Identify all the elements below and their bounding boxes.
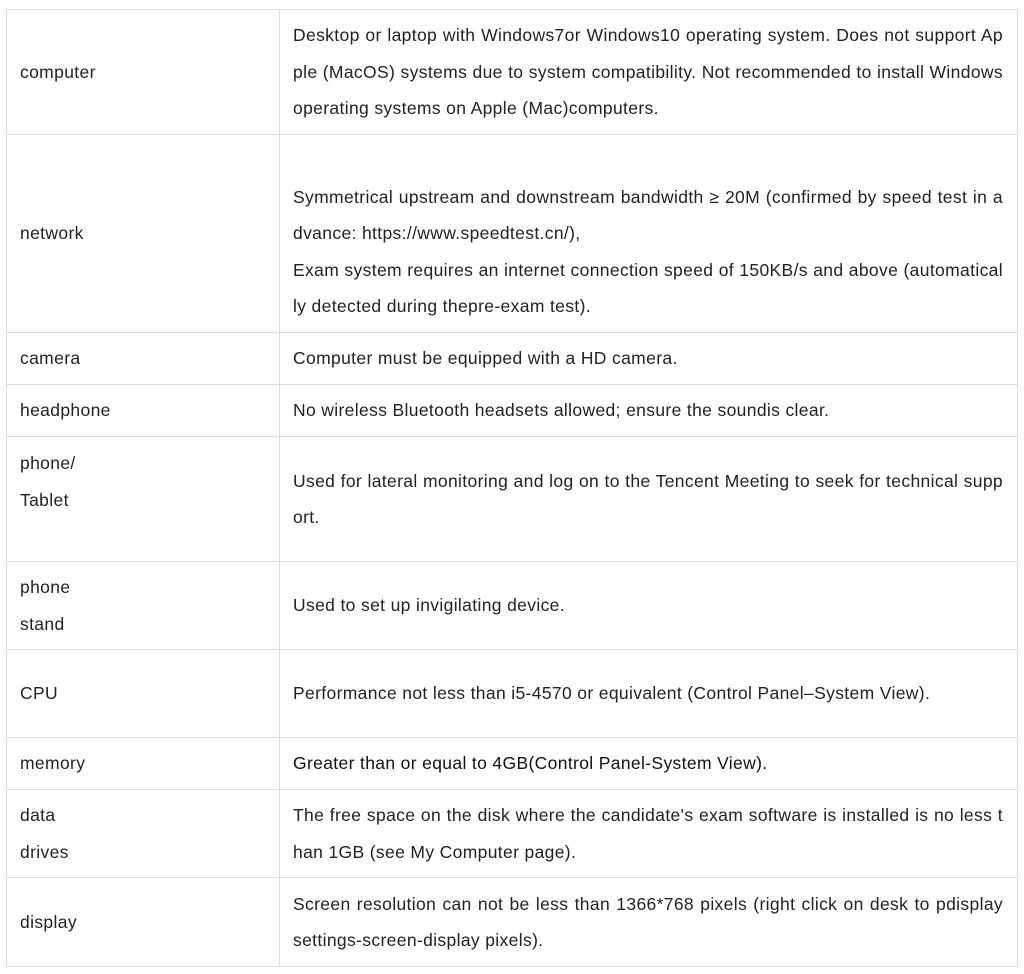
item-label: CPU xyxy=(20,683,58,704)
description-cell xyxy=(280,437,1018,562)
item-label: Tablet xyxy=(20,489,69,510)
description-text: Greater than or equal to 4GB(Control Panel-System View). xyxy=(293,753,768,774)
table-row xyxy=(7,738,1018,790)
description-text: Used to set up invigilating device. xyxy=(293,595,565,616)
table-row xyxy=(7,10,1018,135)
description-cell xyxy=(280,333,1018,385)
item-label: phone/ xyxy=(20,453,76,473)
table-row xyxy=(7,437,1018,562)
table-row xyxy=(7,650,1018,738)
item-cell xyxy=(7,738,280,790)
item-label: drives xyxy=(20,841,69,862)
description-text: Computer must be equipped with a HD camera. xyxy=(293,348,678,369)
description-text: Exam system requires an internet connection speed of 150KB/s and above (automatically detected during thepre-exam test). xyxy=(293,259,1003,316)
description-cell xyxy=(280,790,1018,878)
description-text: Screen resolution can not be less than 1366*768 pixels (right click on desk to pdisplay settings-screen-display pixels). xyxy=(293,893,1003,950)
item-label: stand xyxy=(20,613,65,634)
description-cell xyxy=(280,650,1018,738)
item-label: headphone xyxy=(20,400,111,421)
table-row xyxy=(7,135,1018,333)
description-text: No wireless Bluetooth headsets allowed; ensure the soundis clear. xyxy=(293,400,830,421)
item-cell xyxy=(7,562,280,650)
item-cell xyxy=(7,437,280,562)
requirements-table xyxy=(6,9,1018,967)
table-row xyxy=(7,385,1018,437)
item-label: computer xyxy=(20,61,96,82)
item-cell xyxy=(7,385,280,437)
description-cell xyxy=(280,135,1018,333)
item-label: memory xyxy=(20,753,86,774)
table-row xyxy=(7,333,1018,385)
table-row xyxy=(7,562,1018,650)
description-text: Used for lateral monitoring and log on to the Tencent Meeting to seek for technical support. xyxy=(293,470,1003,527)
description-cell xyxy=(280,562,1018,650)
description-cell xyxy=(280,738,1018,790)
description-text: Symmetrical upstream and downstream bandwidth ≥ 20M (confirmed by speed test in advance: https://www.speedtest.cn/), xyxy=(293,186,1003,243)
description-cell xyxy=(280,385,1018,437)
item-cell xyxy=(7,333,280,385)
description-cell xyxy=(280,878,1018,967)
table-row xyxy=(7,790,1018,878)
item-label: data xyxy=(20,805,56,825)
item-cell xyxy=(7,650,280,738)
description-cell xyxy=(280,10,1018,135)
item-label: network xyxy=(20,223,84,244)
item-label: camera xyxy=(20,348,81,369)
item-cell xyxy=(7,790,280,878)
description-text: Desktop or laptop with Windows7or Windows10 operating system. Does not support Apple (MacOS) systems due to system compatibility. Not recommended to install Windows operating systems on Apple (Mac)computers. xyxy=(293,25,1003,119)
description-text: The free space on the disk where the candidate's exam software is installed is no less than 1GB (see My Computer page). xyxy=(293,805,1003,862)
description-text: Performance not less than i5-4570 or equivalent (Control Panel–System View). xyxy=(293,683,931,704)
table-row xyxy=(7,878,1018,967)
item-cell xyxy=(7,878,280,967)
item-label: phone xyxy=(20,577,71,597)
item-label: display xyxy=(20,911,77,932)
item-cell xyxy=(7,135,280,333)
item-cell xyxy=(7,10,280,135)
